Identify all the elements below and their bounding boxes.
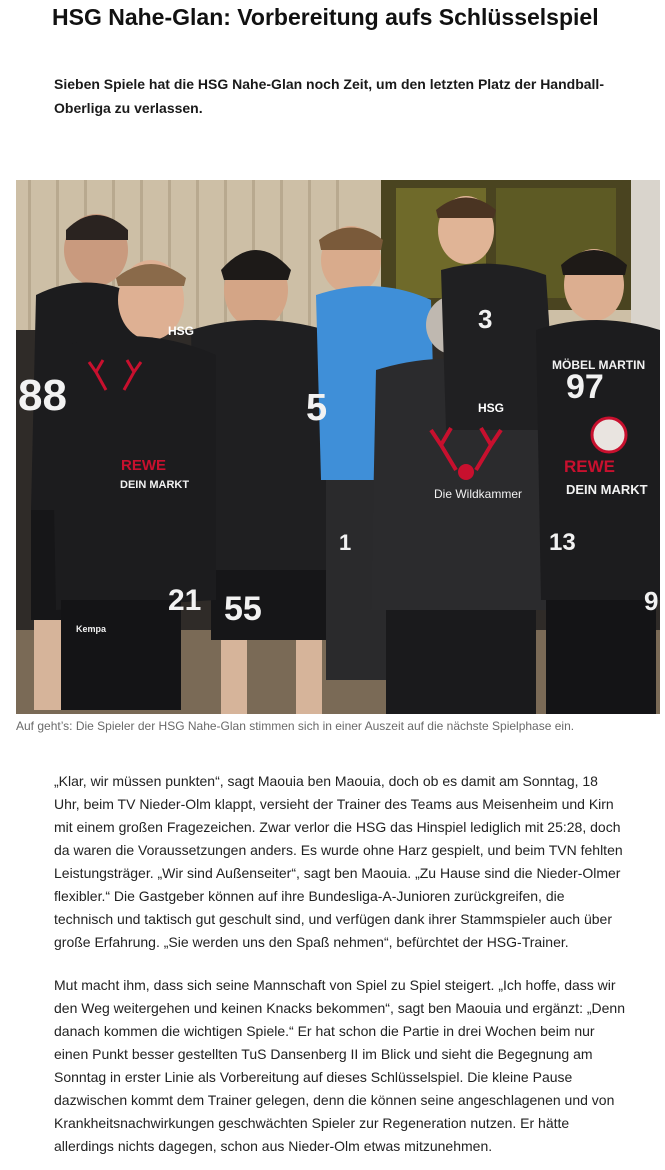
- jersey-number: 9: [644, 586, 659, 616]
- rewe-logo-text: REWE: [121, 457, 166, 474]
- body-paragraph-2: Mut macht ihm, dass sich seine Mannschaft von Spiel zu Spiel steigert. „Ich hoffe, dass wir den Weg weitergehen und keinen Knacks bekommen“, sagt ben Maouia und ergänzt: „Denn danach kommen die wichtigen Spiele.“ Er hat schon die Partie in drei Wochen beim nur einen Punkt besser gestellten TuS Dansenberg II im Blick und sieht die Begegnung am Sonntag in erster Linie als Vorbereitung auf dieses Schlüsselspiel. Die kleine Pause dazwischen kommt dem Trainer gelegen, denn die können seine angeschlagenen und von Krankheitsnachwirkungen geschwächten Spieler zur Regeneration nutzen. Er hätte allerdings nichts dagegen, schon aus Nieder-Olm etwas mitzunehmen.: [54, 977, 625, 1154]
- rewe-logo-text: REWE: [564, 457, 615, 476]
- club-badge-icon: [592, 418, 626, 452]
- wildkammer-text: Die Wildkammer: [434, 487, 523, 501]
- headline: HSG Nahe-Glan: Vorbereitung aufs Schlüsselspiel: [52, 4, 599, 30]
- jersey-number: 1: [339, 530, 352, 555]
- jersey-number: 3: [478, 304, 493, 334]
- moebel-martin-text: MÖBEL MARTIN: [552, 358, 646, 372]
- photo-illustration: [16, 180, 660, 714]
- jersey-number: 21: [168, 584, 202, 617]
- jersey-number: 88: [18, 371, 67, 420]
- body-paragraph-1: „Klar, wir müssen punkten“, sagt Maouia ben Maouia, doch ob es damit am Sonntag, 18 Uhr, beim TV Nieder-Olm klappt, versieht der Trainer des Teams aus Meisenheim und Kirn mit einem großen Fragezeichen. Zwar verlor die HSG das Hinspiel lediglich mit 25:28, doch da waren die Voraussetzungen anders. Es wurde ohne Harz gespielt, und beim TVN fehlten Leistungsträger. „Wir sind Außenseiter“, sagt ben Maouia. „Zu Hause sind die Nieder-Olmer flexibler.“ Die Gastgeber können auf ihre Bundesliga-A-Junioren zurückgreifen, die technisch und taktisch gut geschult sind, und verfügen dank ihrer Stammspieler auch über große Erfahrung. „Sie werden uns den Spaß nehmen“, befürchtet der HSG-Trainer.: [54, 773, 623, 950]
- kempa-logo-text: Kempa: [76, 624, 107, 634]
- lead-paragraph: Sieben Spiele hat die HSG Nahe-Glan noch Zeit, um den letzten Platz der Handball-Oberliga zu verlassen.: [54, 76, 604, 116]
- jersey-number: 97: [566, 368, 604, 406]
- jersey-number: 13: [549, 529, 576, 556]
- jersey-number: 5: [306, 387, 328, 429]
- hsg-logo-text: HSG: [168, 324, 195, 338]
- photo-caption: Auf geht’s: Die Spieler der HSG Nahe-Glan stimmen sich in einer Auszeit auf die nächste Spielphase ein.: [16, 719, 575, 733]
- rewe-sub-text: DEIN MARKT: [120, 479, 190, 491]
- hsg-logo-text: HSG: [478, 401, 505, 415]
- rewe-sub-text: DEIN MARKT: [566, 482, 648, 497]
- jersey-number: 55: [224, 590, 262, 628]
- article-photo[interactable]: [16, 180, 660, 714]
